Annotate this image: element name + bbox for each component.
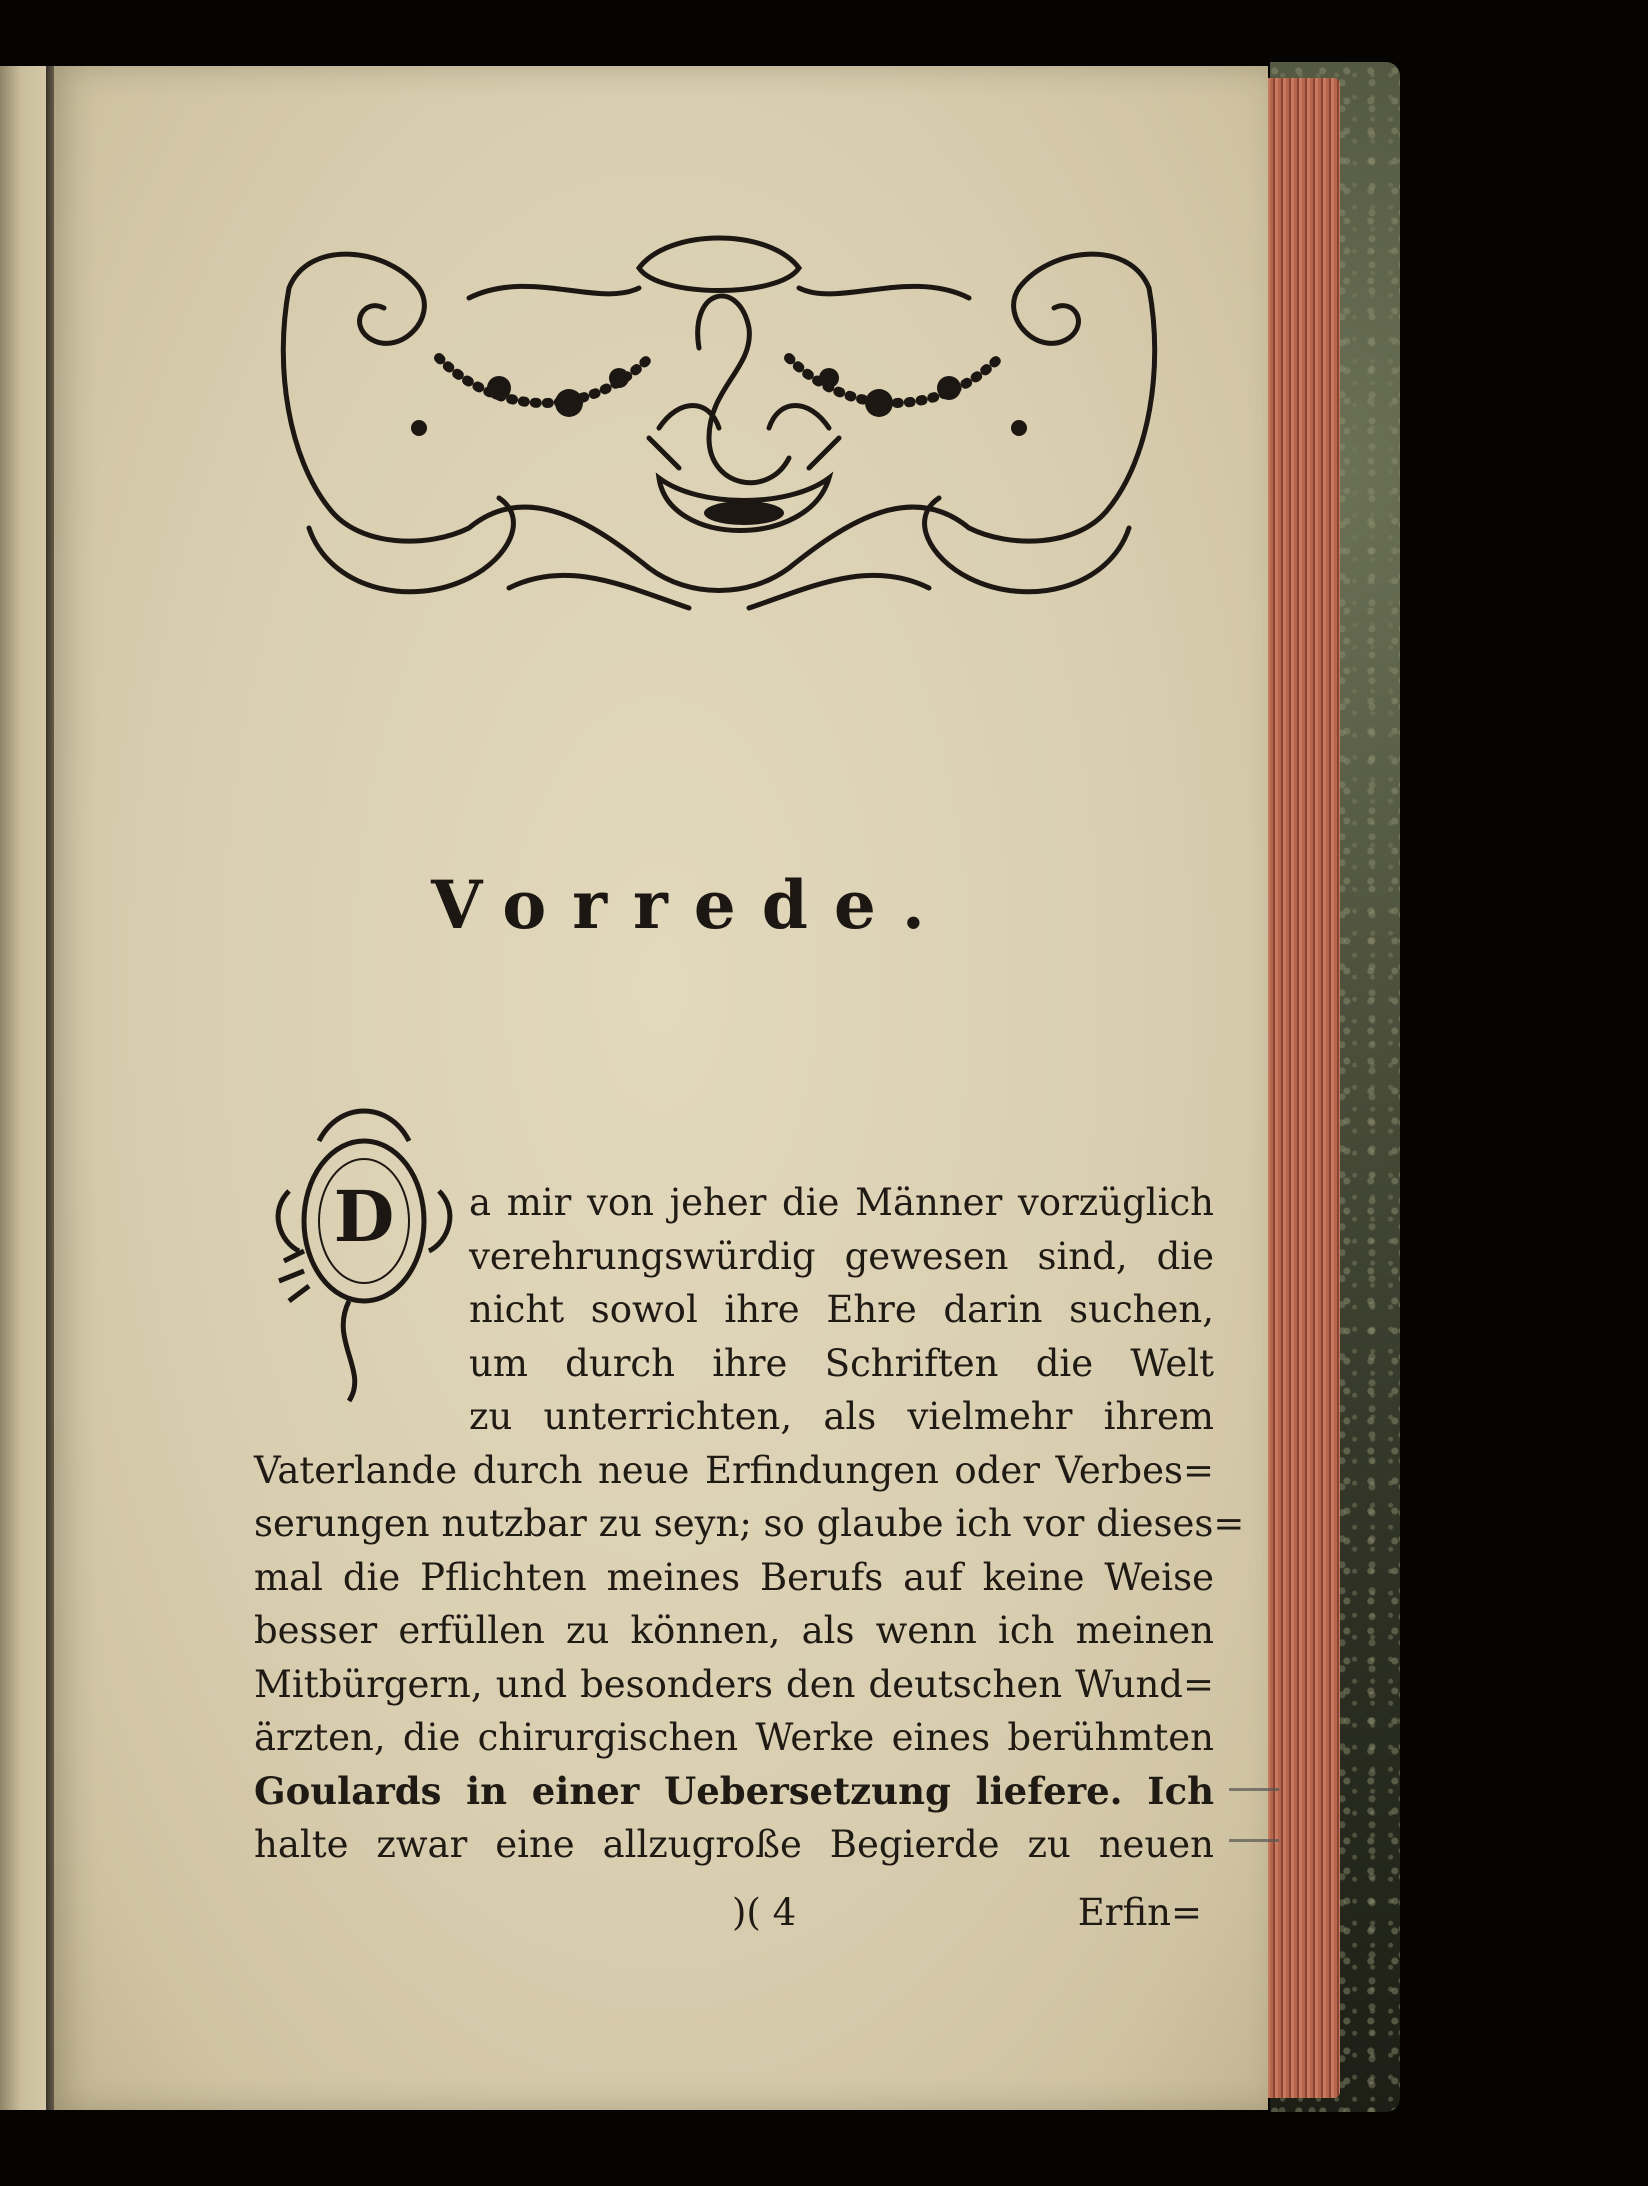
text-line: zu unterrichten, als vielmehr ihrem [469, 1395, 1214, 1438]
body-text [254, 1176, 1245, 1872]
text-line: Goulards in einer Uebersetzung liefere. Ich [254, 1768, 1214, 1813]
text-line: serungen nutzbar zu seyn; so glaube ich vor dieses= [254, 1502, 1245, 1545]
text-line: Mitbürgern, und besonders den deutschen Wund= [254, 1662, 1214, 1706]
text-line: ärzten, die chirurgischen Werke eines berühmten [254, 1716, 1214, 1759]
text-line: besser erfüllen zu können, als wenn ich meinen [254, 1609, 1214, 1652]
facing-page-edge [0, 66, 52, 2110]
text-line: Vaterlande durch neue Erfindungen oder Verbes= [254, 1448, 1214, 1492]
text-line: mal die Pflichten meines Berufs auf keine Weise [254, 1555, 1214, 1599]
headpiece-ornament [269, 228, 1169, 618]
text-line: verehrungswürdig gewesen sind, die [469, 1234, 1214, 1278]
book-page [54, 66, 1268, 2110]
signature-mark: )( 4 [732, 1891, 797, 1934]
bookmark-thread [1229, 1788, 1279, 1842]
text-line: halte zwar eine allzugroße Begierde zu neuen [254, 1823, 1214, 1866]
text-line: um durch ihre Schriften die Welt [469, 1341, 1214, 1385]
initial-letter: D [333, 1175, 395, 1258]
catchword: Erfin= [1077, 1891, 1202, 1934]
text-line: a mir von jeher die Männer vorzüglich [469, 1181, 1214, 1224]
text-line: nicht sowol ihre Ehre darin suchen, [469, 1288, 1214, 1331]
page-title: Vorrede. [431, 866, 951, 944]
page-footer [254, 1891, 1214, 1941]
